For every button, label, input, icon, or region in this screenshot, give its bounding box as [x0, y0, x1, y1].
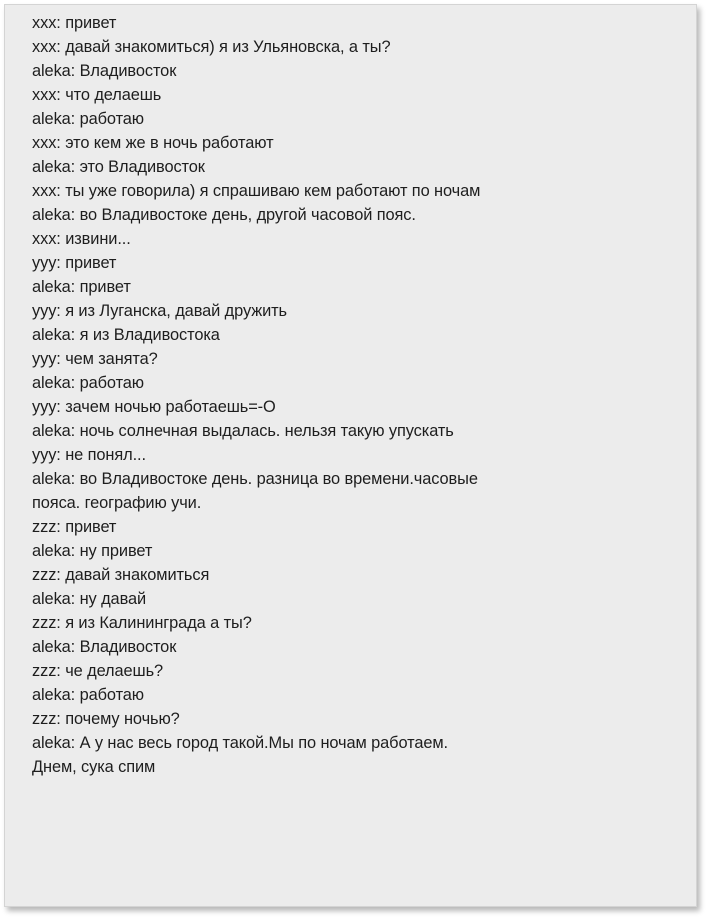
chat-message: aleka: я из Владивостока: [32, 326, 220, 344]
chat-message: aleka: во Владивостоке день, другой часовой пояс.: [32, 206, 416, 224]
chat-message: aleka: во Владивостоке день. разница во времени.часовые пояса. географию учи.: [32, 470, 478, 512]
chat-message: xxx: извини...: [32, 230, 131, 248]
chat-message: aleka: ночь солнечная выдалась. нельзя такую упускать: [32, 422, 454, 440]
chat-message: zzz: давай знакомиться: [32, 566, 210, 584]
chat-message: zzz: привет: [32, 518, 117, 536]
chat-message: aleka: работаю: [32, 110, 144, 128]
chat-message: yyy: зачем ночью работаешь=-O: [32, 398, 276, 416]
chat-message: aleka: А у нас весь город такой.Мы по ночам работаем. Днем, сука спим: [32, 734, 448, 776]
chat-message: xxx: давай знакомиться) я из Ульяновска, а ты?: [32, 38, 391, 56]
chat-message: aleka: привет: [32, 278, 131, 296]
chat-message: aleka: работаю: [32, 686, 144, 704]
chat-message: zzz: почему ночью?: [32, 710, 180, 728]
chat-message: aleka: Владивосток: [32, 62, 177, 80]
chat-message: zzz: я из Калининграда а ты?: [32, 614, 252, 632]
chat-message: yyy: чем занята?: [32, 350, 158, 368]
chat-message: zzz: че делаешь?: [32, 662, 164, 680]
chat-message: xxx: ты уже говорила) я спрашиваю кем работают по ночам: [32, 182, 481, 200]
chat-message: aleka: ну привет: [32, 542, 153, 560]
chat-message: aleka: ну давай: [32, 590, 147, 608]
chat-message: aleka: работаю: [32, 374, 144, 392]
chat-message: yyy: я из Луганска, давай дружить: [32, 302, 287, 320]
chat-message-list: [32, 11, 694, 779]
chat-message: xxx: привет: [32, 14, 117, 32]
chat-message: aleka: это Владивосток: [32, 158, 205, 176]
chat-message: xxx: это кем же в ночь работают: [32, 134, 274, 152]
chat-message: yyy: не понял...: [32, 446, 146, 464]
chat-log-panel: [4, 4, 697, 907]
chat-message: aleka: Владивосток: [32, 638, 177, 656]
chat-message: xxx: что делаешь: [32, 86, 162, 104]
chat-message: yyy: привет: [32, 254, 117, 272]
